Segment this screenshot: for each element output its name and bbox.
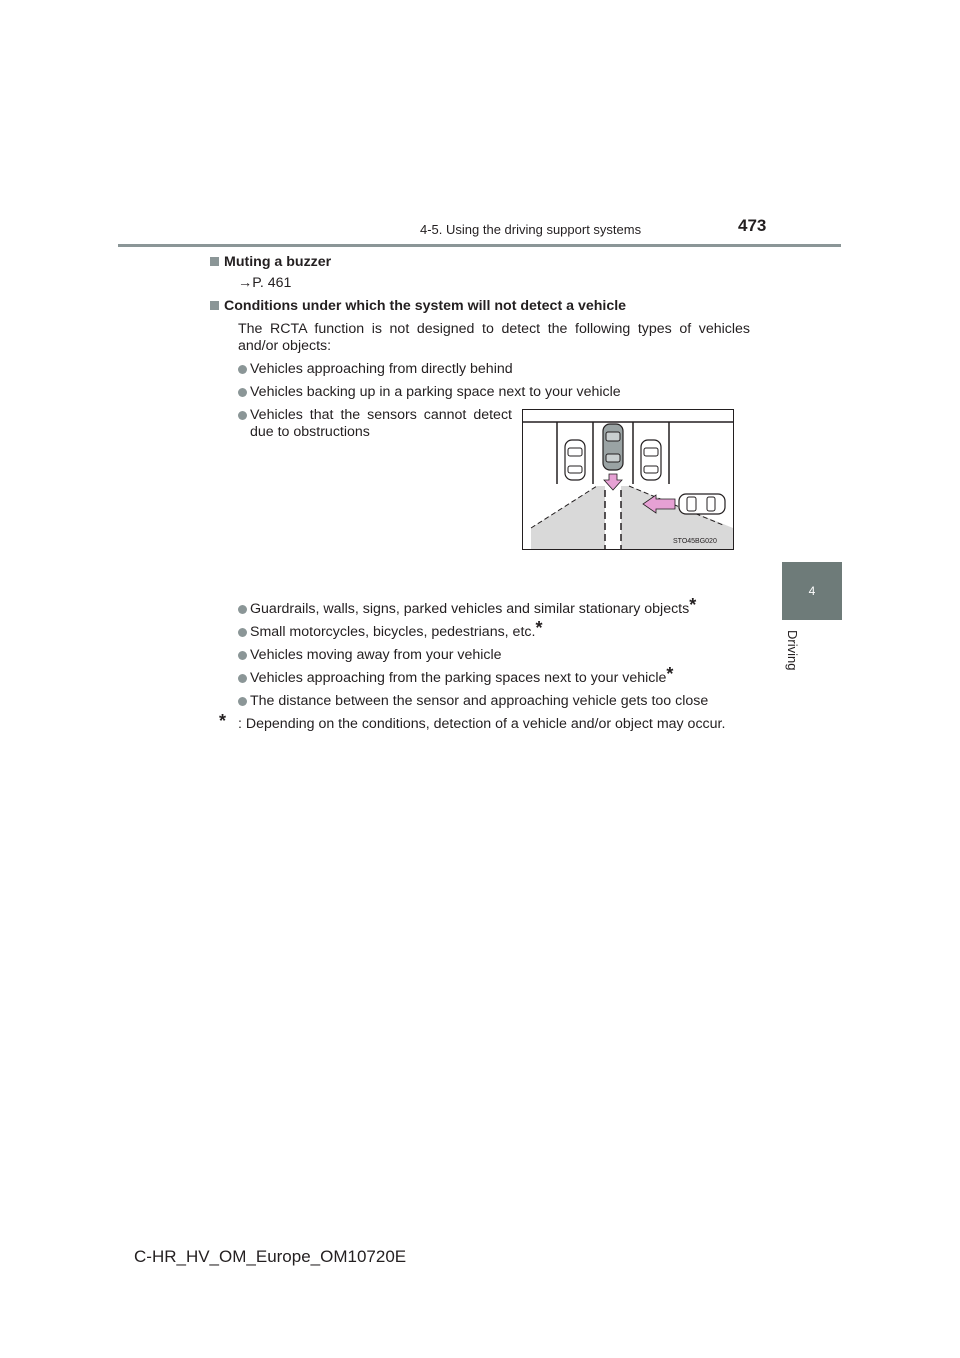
parked-car-left: [565, 440, 585, 480]
own-vehicle: [603, 424, 623, 470]
list-item: Vehicles approaching from the parking spaces next to your vehicle*: [238, 670, 750, 687]
list-item: Guardrails, walls, signs, parked vehicles and similar stationary objects*: [238, 601, 750, 618]
footer-document-id: C-HR_HV_OM_Europe_OM10720E: [134, 1247, 407, 1266]
approaching-car: [679, 494, 725, 514]
round-bullet-icon: [238, 651, 247, 660]
list-item: Small motorcycles, bicycles, pedestrians, etc.*: [238, 624, 750, 641]
chapter-tab: 4: [782, 562, 842, 620]
footnote: * : Depending on the conditions, detection of a vehicle and/or object may occur.: [219, 711, 726, 732]
header-rule: [118, 244, 841, 247]
reverse-arrow: [604, 474, 622, 490]
list-item: Vehicles that the sensors cannot detect due to obstructions: [238, 407, 512, 441]
round-bullet-icon: [238, 697, 247, 706]
round-bullet-icon: [238, 628, 247, 637]
page-reference: →P. 461: [238, 275, 292, 291]
round-bullet-icon: [238, 388, 247, 397]
round-bullet-icon: [238, 411, 247, 420]
list-item: Vehicles backing up in a parking space next to your vehicle: [238, 384, 750, 401]
rcta-diagram: [522, 409, 734, 550]
footnote-marker: *: [535, 618, 543, 638]
section-title: 4-5. Using the driving support systems: [420, 222, 642, 237]
heading-muting: Muting a buzzer: [210, 254, 750, 271]
round-bullet-icon: [238, 674, 247, 683]
heading-conditions: Conditions under which the system will not detect a vehicle: [210, 298, 750, 315]
chapter-name: Driving: [785, 630, 800, 671]
list-item: The distance between the sensor and approaching vehicle gets too close: [238, 693, 750, 710]
footnote-marker: *: [666, 664, 674, 684]
figure-code: STO45BG020: [673, 538, 717, 545]
page-number: 473: [738, 216, 767, 235]
list-item: Vehicles moving away from your vehicle: [238, 647, 750, 664]
parked-car-right: [641, 440, 661, 480]
round-bullet-icon: [238, 365, 247, 374]
square-bullet-icon: [210, 301, 219, 310]
footnote-star: *: [219, 711, 227, 731]
round-bullet-icon: [238, 605, 247, 614]
detection-zone-left: [531, 486, 605, 549]
square-bullet-icon: [210, 257, 219, 266]
list-item: Vehicles approaching from directly behind: [238, 361, 750, 378]
footnote-marker: *: [689, 595, 697, 615]
intro-paragraph: The RCTA function is not designed to detect the following types of vehicles and/or objects:: [238, 321, 750, 354]
